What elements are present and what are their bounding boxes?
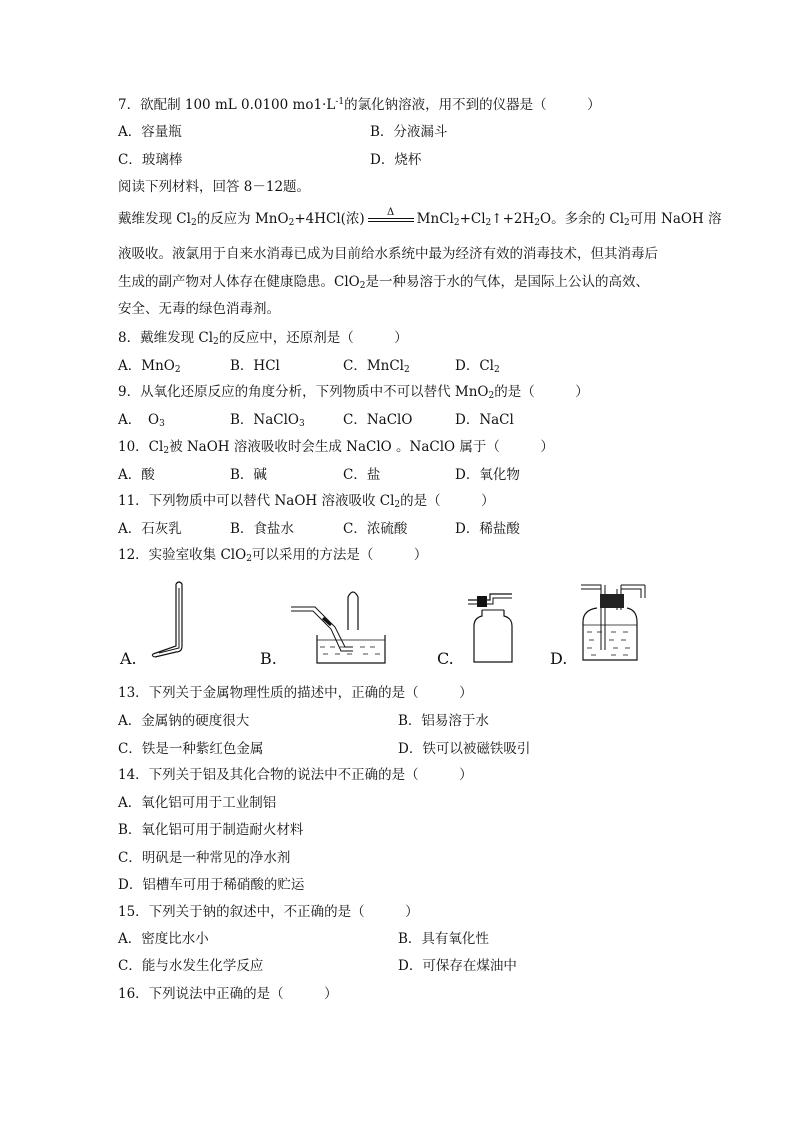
question-10-option-a: A．酸 [118,467,155,483]
reading-paragraph-line-3: 生成的副产物对人体存在健康隐患。ClO$_2$是一种易溶于水的气体，是国际上公认的高效、 [118,274,649,291]
question-13-option-a: A．金属钠的硬度很大 [118,713,250,729]
question-14-stem: 14．下列关于铝及其化合物的说法中不正确的是（ ） [118,767,473,783]
question-16-stem: 16．下列说法中正确的是（ ） [118,986,338,1002]
question-12-stem: 12．实验室收集 ClO$_2$可以采用的方法是（ ） [118,547,428,564]
question-14-option-a: A．氧化铝可用于工业制铝 [118,795,277,811]
question-13-option-b: B．铝易溶于水 [398,713,489,729]
figure-d-label: D. [550,649,568,668]
question-10-stem: 10．$Cl_2$被 NaOH 溶液吸收时会生成 NaClO 。NaClO 属于（ ） [118,439,554,456]
question-7-option-b: B．分液漏斗 [370,124,448,140]
question-8-option-b: B．HCl [230,358,280,374]
reading-paragraph-line-2: 液吸收。液氯用于自来水消毒已成为目前给水系统中最为经济有效的消毒技术，但其消毒后 [118,246,658,262]
question-15-option-d: D．可保存在煤油中 [398,958,517,974]
question-10-option-c: C．盐 [343,467,381,483]
question-8-option-a: A．MnO$_2$ [118,358,181,375]
question-7-option-c: C．玻璃棒 [118,152,183,168]
question-15-option-b: B．具有氧化性 [398,931,489,947]
question-9-option-a: A． $O_3$ [118,412,165,429]
question-11-option-d: D．稀盐酸 [455,521,520,537]
question-15-option-c: C．能与水发生化学反应 [118,958,264,974]
question-13-stem: 13．下列关于金属物理性质的描述中，正确的是（ ） [118,685,473,701]
question-11-option-b: B．食盐水 [230,521,294,537]
question-11-stem: 11．下列物质中可以替代 NaOH 溶液吸收 $Cl_2$的是（ ） [118,493,495,510]
question-8-option-c: C．MnCl$_2$ [343,358,410,375]
question-14-option-c: C．明矾是一种常见的净水剂 [118,850,291,866]
question-9-stem: 9．从氧化还原反应的角度分析，下列物质中不可以替代 MnO$_2$的是（ ） [118,384,589,401]
question-8-stem: 8．戴维发现 $Cl_2$的反应中，还原剂是（ ） [118,330,408,347]
question-7-stem: 7．欲配制 100 mL 0.0100 $mo1\cdot L^{-1}$的氯化钠溶液，用不到的仪器是（ ） [118,97,601,113]
question-11-option-c: C．浓硫酸 [343,521,408,537]
question-14-option-d: D．铝槽车可用于稀硝酸的贮运 [118,877,305,893]
figure-a-label: A. [120,649,137,668]
question-14-option-b: B．氧化铝可用于制造耐火材料 [118,822,304,838]
question-7-option-a: A．容量瓶 [118,124,182,140]
reading-intro: 阅读下列材料，回答 8－12题。 [118,179,311,195]
question-10-option-d: D．氧化物 [455,467,520,483]
figure-c-gas-collecting-bottle [460,590,525,665]
question-9-option-c: C．NaClO [343,412,413,428]
heating-condition-symbol: Δ [366,213,416,227]
question-7-option-d: D．烧杯 [370,152,422,168]
reading-paragraph-line-1: 戴维发现 $Cl_2$的反应为 MnO$_2$+4HCl(浓) Δ $MnCl_2+Cl_2↑+2H_2O$。多余的 $Cl_2$可用 NaOH 溶 [118,206,722,228]
question-13-option-c: C．铁是一种紫红色金属 [118,741,264,757]
question-9-option-b: B．NaClO$_3$ [230,412,305,429]
question-13-option-d: D．铁可以被磁铁吸引 [398,741,531,757]
question-9-option-d: D．NaCl [455,412,514,428]
question-15-option-a: A．密度比水小 [118,931,209,947]
question-15-stem: 15．下列关于钠的叙述中，不正确的是（ ） [118,904,419,920]
question-8-option-d: D．$Cl_2$ [455,358,500,375]
figure-c-label: C. [437,649,454,668]
question-11-option-a: A．石灰乳 [118,521,182,537]
figure-a-inverted-tube [145,580,195,665]
question-10-option-b: B．碱 [230,467,267,483]
figure-b-label: B. [260,649,277,668]
reading-paragraph-line-4: 安全、无毒的绿色消毒剂。 [118,301,280,317]
figure-b-water-displacement [285,585,390,670]
figure-d-liquid-bottle [575,580,650,665]
